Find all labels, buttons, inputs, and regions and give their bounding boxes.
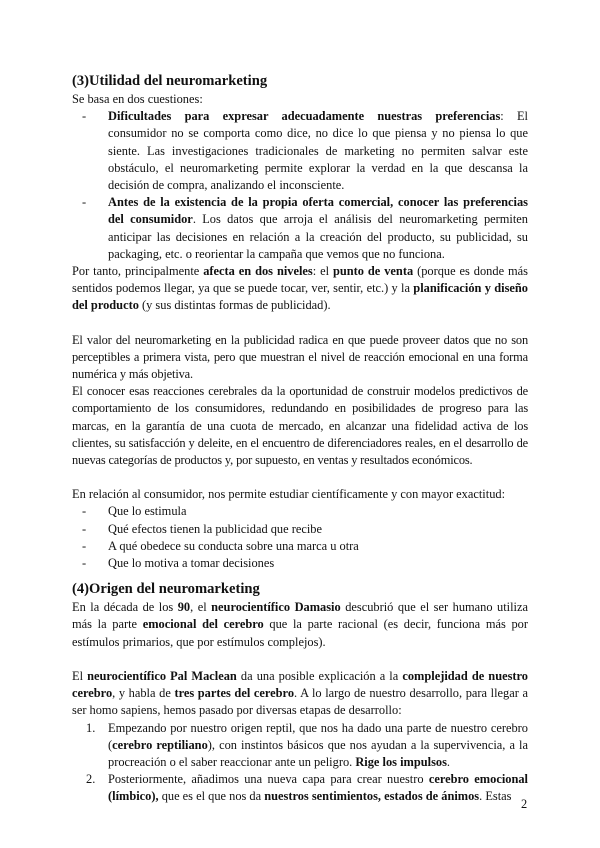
bullet-bold-text: Antes de la existencia de la propia oferta comercial, conocer las preferencias del consumidor bbox=[108, 195, 528, 227]
bold-run: nuestros sentimientos, estados de ánimos bbox=[264, 789, 480, 804]
list-item-text: Que lo motiva a tomar decisiones bbox=[108, 556, 275, 571]
bullet-body-text: . Los datos que arroja el análisis del neuromarketing permiten anticipar las decisiones en relación a la creación del producto, su publicidad, su packaging, etc. o reorientar la campaña que vemos que no funciona. bbox=[108, 212, 528, 261]
bold-run: planificación y diseño del producto bbox=[72, 281, 528, 313]
text-run: (y sus distintas formas de publicidad). bbox=[138, 298, 331, 313]
text-run: , y habla de bbox=[112, 686, 175, 701]
section-3-heading: (3)Utilidad del neuromarketing bbox=[72, 73, 268, 89]
paragraph-gap bbox=[72, 651, 528, 668]
bullet-body-text: : El consumidor no se comporta como dice, no dice lo que piensa y no piensa lo que siente. Las investigaciones tradicionales de marketing no permiten salvar este obstáculo, el neuromarketing permite explorar la verdad en la que descansa la decisión de compra, analizando el inconsciente. bbox=[108, 109, 528, 193]
text-run: que la parte racional (es decir, funciona más por estímulos primarios, que por estímulos complejos). bbox=[72, 617, 528, 649]
list-item-text: Qué efectos tienen la publicidad que recibe bbox=[108, 521, 322, 536]
paragraph-consumer: En relación al consumidor, nos permite estudiar científicamente y con mayor exactitud: bbox=[72, 487, 506, 502]
numbered-marker: 1. bbox=[86, 720, 96, 735]
text-run: , el bbox=[190, 600, 212, 615]
document-page bbox=[72, 72, 528, 806]
numbered-text bbox=[108, 720, 528, 772]
list-item: - Que lo estimula bbox=[72, 503, 528, 520]
bullet-item bbox=[72, 108, 528, 194]
bold-run: cerebro reptiliano bbox=[112, 737, 208, 752]
text-run: En la década de los bbox=[72, 600, 178, 615]
paragraph-gap bbox=[72, 469, 528, 486]
section-4-heading: (4)Origen del neuromarketing bbox=[72, 581, 260, 598]
list-item-text: A qué obedece su conducta sobre una marca u otra bbox=[108, 538, 359, 553]
bullet-marker: - bbox=[82, 195, 87, 210]
bold-run: neurocientífico Damasio bbox=[211, 600, 341, 615]
text-run: . A lo largo de nuestro desarrollo, para llegar a ser homo sapiens, hemos pasado por diversas etapas de desarrollo: bbox=[72, 686, 528, 718]
bold-run: punto de venta bbox=[332, 264, 414, 279]
text-run: Posteriormente, añadimos una nueva capa para crear nuestro bbox=[108, 772, 429, 787]
section-3-intro: Se basa en dos cuestiones: bbox=[72, 92, 203, 106]
numbered-marker: 2. bbox=[86, 772, 96, 787]
text-run: Por tanto, principalmente bbox=[72, 264, 204, 279]
numbered-text bbox=[108, 771, 528, 805]
bullet-item bbox=[72, 194, 528, 263]
list-item: - A qué obedece su conducta sobre una marca u otra bbox=[72, 538, 528, 555]
paragraph-maclean bbox=[72, 668, 528, 720]
section-3-closing bbox=[72, 263, 528, 315]
bullet-bold-text: Dificultades para expresar adecuadamente nuestras preferencias bbox=[108, 109, 501, 124]
section-gap bbox=[72, 572, 528, 580]
text-run: . bbox=[446, 754, 451, 769]
paragraph-gap bbox=[72, 315, 528, 332]
text-run: (porque es donde más sentidos podemos llegar, ya que se puede tocar, ver, sentir, etc.) y la bbox=[72, 264, 528, 296]
bold-run: tres partes del cerebro bbox=[174, 686, 295, 701]
bullet-text bbox=[108, 194, 528, 263]
bold-run: neurocientífico Pal Maclean bbox=[87, 668, 237, 683]
text-run: descubrió que el ser humano utiliza más la parte bbox=[72, 600, 529, 632]
paragraph-reactions: El conocer esas reacciones cerebrales da la oportunidad de construir modelos predictivos de comportamiento de los consumidores, redundando en posibilidades de progreso para las marcas, en la garantía de una cuota de mercado, en alcanzar una fidelidad activa de los clientes, su satisfacción y deleite, en el encuentro de diferenciadores reales, en el desarrollo de nuevas categorías de productos y, por supuesto, en ventas y resultados económicos. bbox=[72, 384, 528, 468]
text-run: El bbox=[72, 668, 88, 683]
bold-run: complejidad de nuestro cerebro bbox=[72, 668, 528, 701]
numbered-item bbox=[72, 720, 528, 772]
bold-run: afecta en dos niveles bbox=[203, 264, 313, 279]
paragraph-damasio bbox=[72, 599, 528, 651]
page-number: 2 bbox=[521, 797, 528, 811]
list-item: - Qué efectos tienen la publicidad que recibe bbox=[72, 521, 528, 538]
list-item-text: Que lo estimula bbox=[108, 504, 187, 519]
bold-run: emocional del cerebro bbox=[142, 617, 264, 632]
bullet-text bbox=[108, 108, 528, 194]
text-run: que es el que nos da bbox=[158, 789, 265, 804]
bold-run: cerebro emocional (límbico), bbox=[108, 772, 528, 804]
bold-run: 90 bbox=[177, 600, 191, 615]
text-run: da una posible explicación a la bbox=[236, 668, 403, 683]
text-run: Empezando por nuestro origen reptil, que nos ha dado una parte de nuestro cerebro ( bbox=[108, 720, 528, 752]
text-run: ), con instintos básicos que nos ayudan a la supervivencia, a la procreación o el saber reaccionar ante un peligro. bbox=[108, 737, 528, 769]
numbered-item bbox=[72, 771, 528, 805]
paragraph-value: El valor del neuromarketing en la publicidad radica en que puede proveer datos que no son perceptibles a primera vista, pero que muestran el nivel de reacción emocional en una forma numérica y más objetiva. bbox=[72, 332, 528, 382]
bullet-marker: - bbox=[82, 109, 87, 124]
text-run: : el bbox=[312, 264, 333, 279]
text-run: . Estas bbox=[479, 789, 512, 804]
list-item: - Que lo motiva a tomar decisiones bbox=[72, 555, 528, 572]
bold-run: Rige los impulsos bbox=[355, 754, 447, 769]
